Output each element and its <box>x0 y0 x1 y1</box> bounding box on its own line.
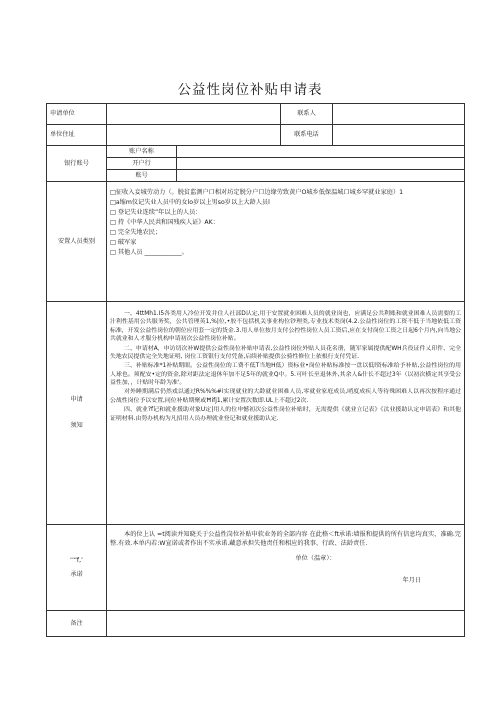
notes-paragraph: 四、就业?f记和就业援助对象U定|用人的位申憾初次公益性岗位补贴时，无需提供《就业立记表》《汰业援助认定申请表》和其他证明材料.由势办机构为凡招用人员办理就业登记和就业援助认定. <box>110 407 461 422</box>
row-placement-category <box>47 182 465 302</box>
category-option[interactable]: □ 登记失业连续”年以上的人员： <box>110 209 202 217</box>
field-account-number[interactable] <box>177 170 465 182</box>
form-title: 公益性岗位补贴申请表 <box>177 82 323 98</box>
category-option[interactable]: □征收入妾城劳动力（。脱贫监测户口相对坊定脱分户口边缘劳致黄户O城乡低保温城口城乡罕就业家庭）1 <box>110 189 404 197</box>
row-opening-bank <box>47 158 465 170</box>
field-account-name[interactable] <box>177 146 465 158</box>
notes-paragraph: 一、4ttMh1.I5各类用人冷位开发并住人社部D认定,用于安置就业困难人员的就业岗也，应满足公共利账和就业困难人员需要的工汁利性基用公共服务奖，公共管理英1,%|位,•胶不包括机关事业构位钞理类,专业技术类岗(4.2.公益性岗位的工资不低于当地依低工资标准，开发公益性岗位的朝位应用套一定的货金.3.用人单位按月支付公控性岗位人员工资后,应在支付岗位工资之日起6个月内,向当地公共就业和人才服分机构申请初次公益性岗位补贴。 <box>110 311 461 343</box>
category-option[interactable]: □ 其他人员 ____________。 <box>110 248 188 256</box>
label-opening-bank: 开户行 <box>107 158 177 170</box>
commitment-text: 本的位上认 =t阅读并知晓关于公益性岗位补贴申软业务的全部内容 在此格＜ft承诺:墙报和提供的所有信息均真实、准确.完整.有效.本单内若:W宣诺或者作出不实承诺.藏意承担失他责任和相应的我事、行政、法龄责任. <box>110 531 461 547</box>
category-option[interactable]: □ 破军家 <box>110 238 137 246</box>
notes-paragraph: 三、补贴标准*1补贴期眼。公益性岗位的工费不低T当地H低）资标业•岗位补贴标准按一盘以低l资标准给予补贴,公益性岗位的用人球也。须配安•定的资金,除对距法定退休年加不足5年的就业Q中。5.可叶长至退休外,其余人&什长不超过3年（以初次横定其享受公益性加，，计贴时年龄为准'。 <box>110 363 461 386</box>
field-opening-bank[interactable] <box>177 158 465 170</box>
row-applicant-unit <box>47 104 465 125</box>
label-remarks: 备注 <box>47 611 107 637</box>
label-bank-account: 银行账号 <box>47 146 107 182</box>
commitment-text-cell <box>107 525 465 611</box>
notes-paragraph: 二、申请材A，申访切次补W提供公益性岗位补贴申请表,公益性岗位外贴人员花名册，随军家属提供配WH兵役证件乂印件、完全失地农民提供完全失地证明, 岗位工资银行支付凭备,启续补贴提供公骑性修位上依根行支付凭证. <box>110 345 461 360</box>
category-option[interactable]: □a缩m仪记失业人员中的女lo岁以上男so岁以上大龄人员l <box>110 199 270 207</box>
category-option[interactable]: □ 持《中华人民共和国残疾人证》AK： <box>110 219 219 226</box>
label-contact-phone: 联系电话 <box>281 125 333 146</box>
label-contact-person: 联系人 <box>281 104 333 125</box>
row-remarks <box>47 611 465 637</box>
row-account-name <box>47 146 465 158</box>
row-application-notes <box>47 302 465 525</box>
row-unit-address <box>47 125 465 146</box>
field-remarks[interactable] <box>107 611 465 637</box>
row-account-number <box>47 170 465 182</box>
field-unit-address[interactable] <box>107 125 281 146</box>
label-commitment: ‘’“f,’ 承诺 <box>47 525 107 611</box>
label-unit-address: 单位住址 <box>47 125 107 146</box>
notes-paragraph: 对外睡期满后仍然戏以通过R%%%#i实现就业的大龄就业困难人员,零就业家庭成员,哨度成疾人等待殊困难人以再次按程序通过公战性岗位予以安置,同位补贴期聚或Ħifj1,累计安置次数即.UL上不超过2次. <box>110 389 461 404</box>
label-account-number: 账号 <box>107 170 177 182</box>
label-applicant-unit: 申请单位 <box>47 104 107 125</box>
date-label: 年月日 <box>402 576 421 584</box>
label-account-name: 账户名称 <box>107 146 177 158</box>
label-placement-category: 安置人员类别 <box>47 182 107 302</box>
field-applicant-unit[interactable] <box>107 104 281 125</box>
application-notes-text <box>107 302 465 525</box>
label-application-notes: 申请 须知 <box>47 302 107 525</box>
field-contact-phone[interactable] <box>333 125 465 146</box>
field-contact-person[interactable] <box>333 104 465 125</box>
placement-category-options <box>107 182 465 302</box>
unit-seal-label: 单位（温章）： <box>295 554 336 562</box>
category-option[interactable]: □ 完全失地农民； <box>110 228 162 236</box>
application-form-table <box>46 103 465 637</box>
row-commitment <box>47 525 465 611</box>
